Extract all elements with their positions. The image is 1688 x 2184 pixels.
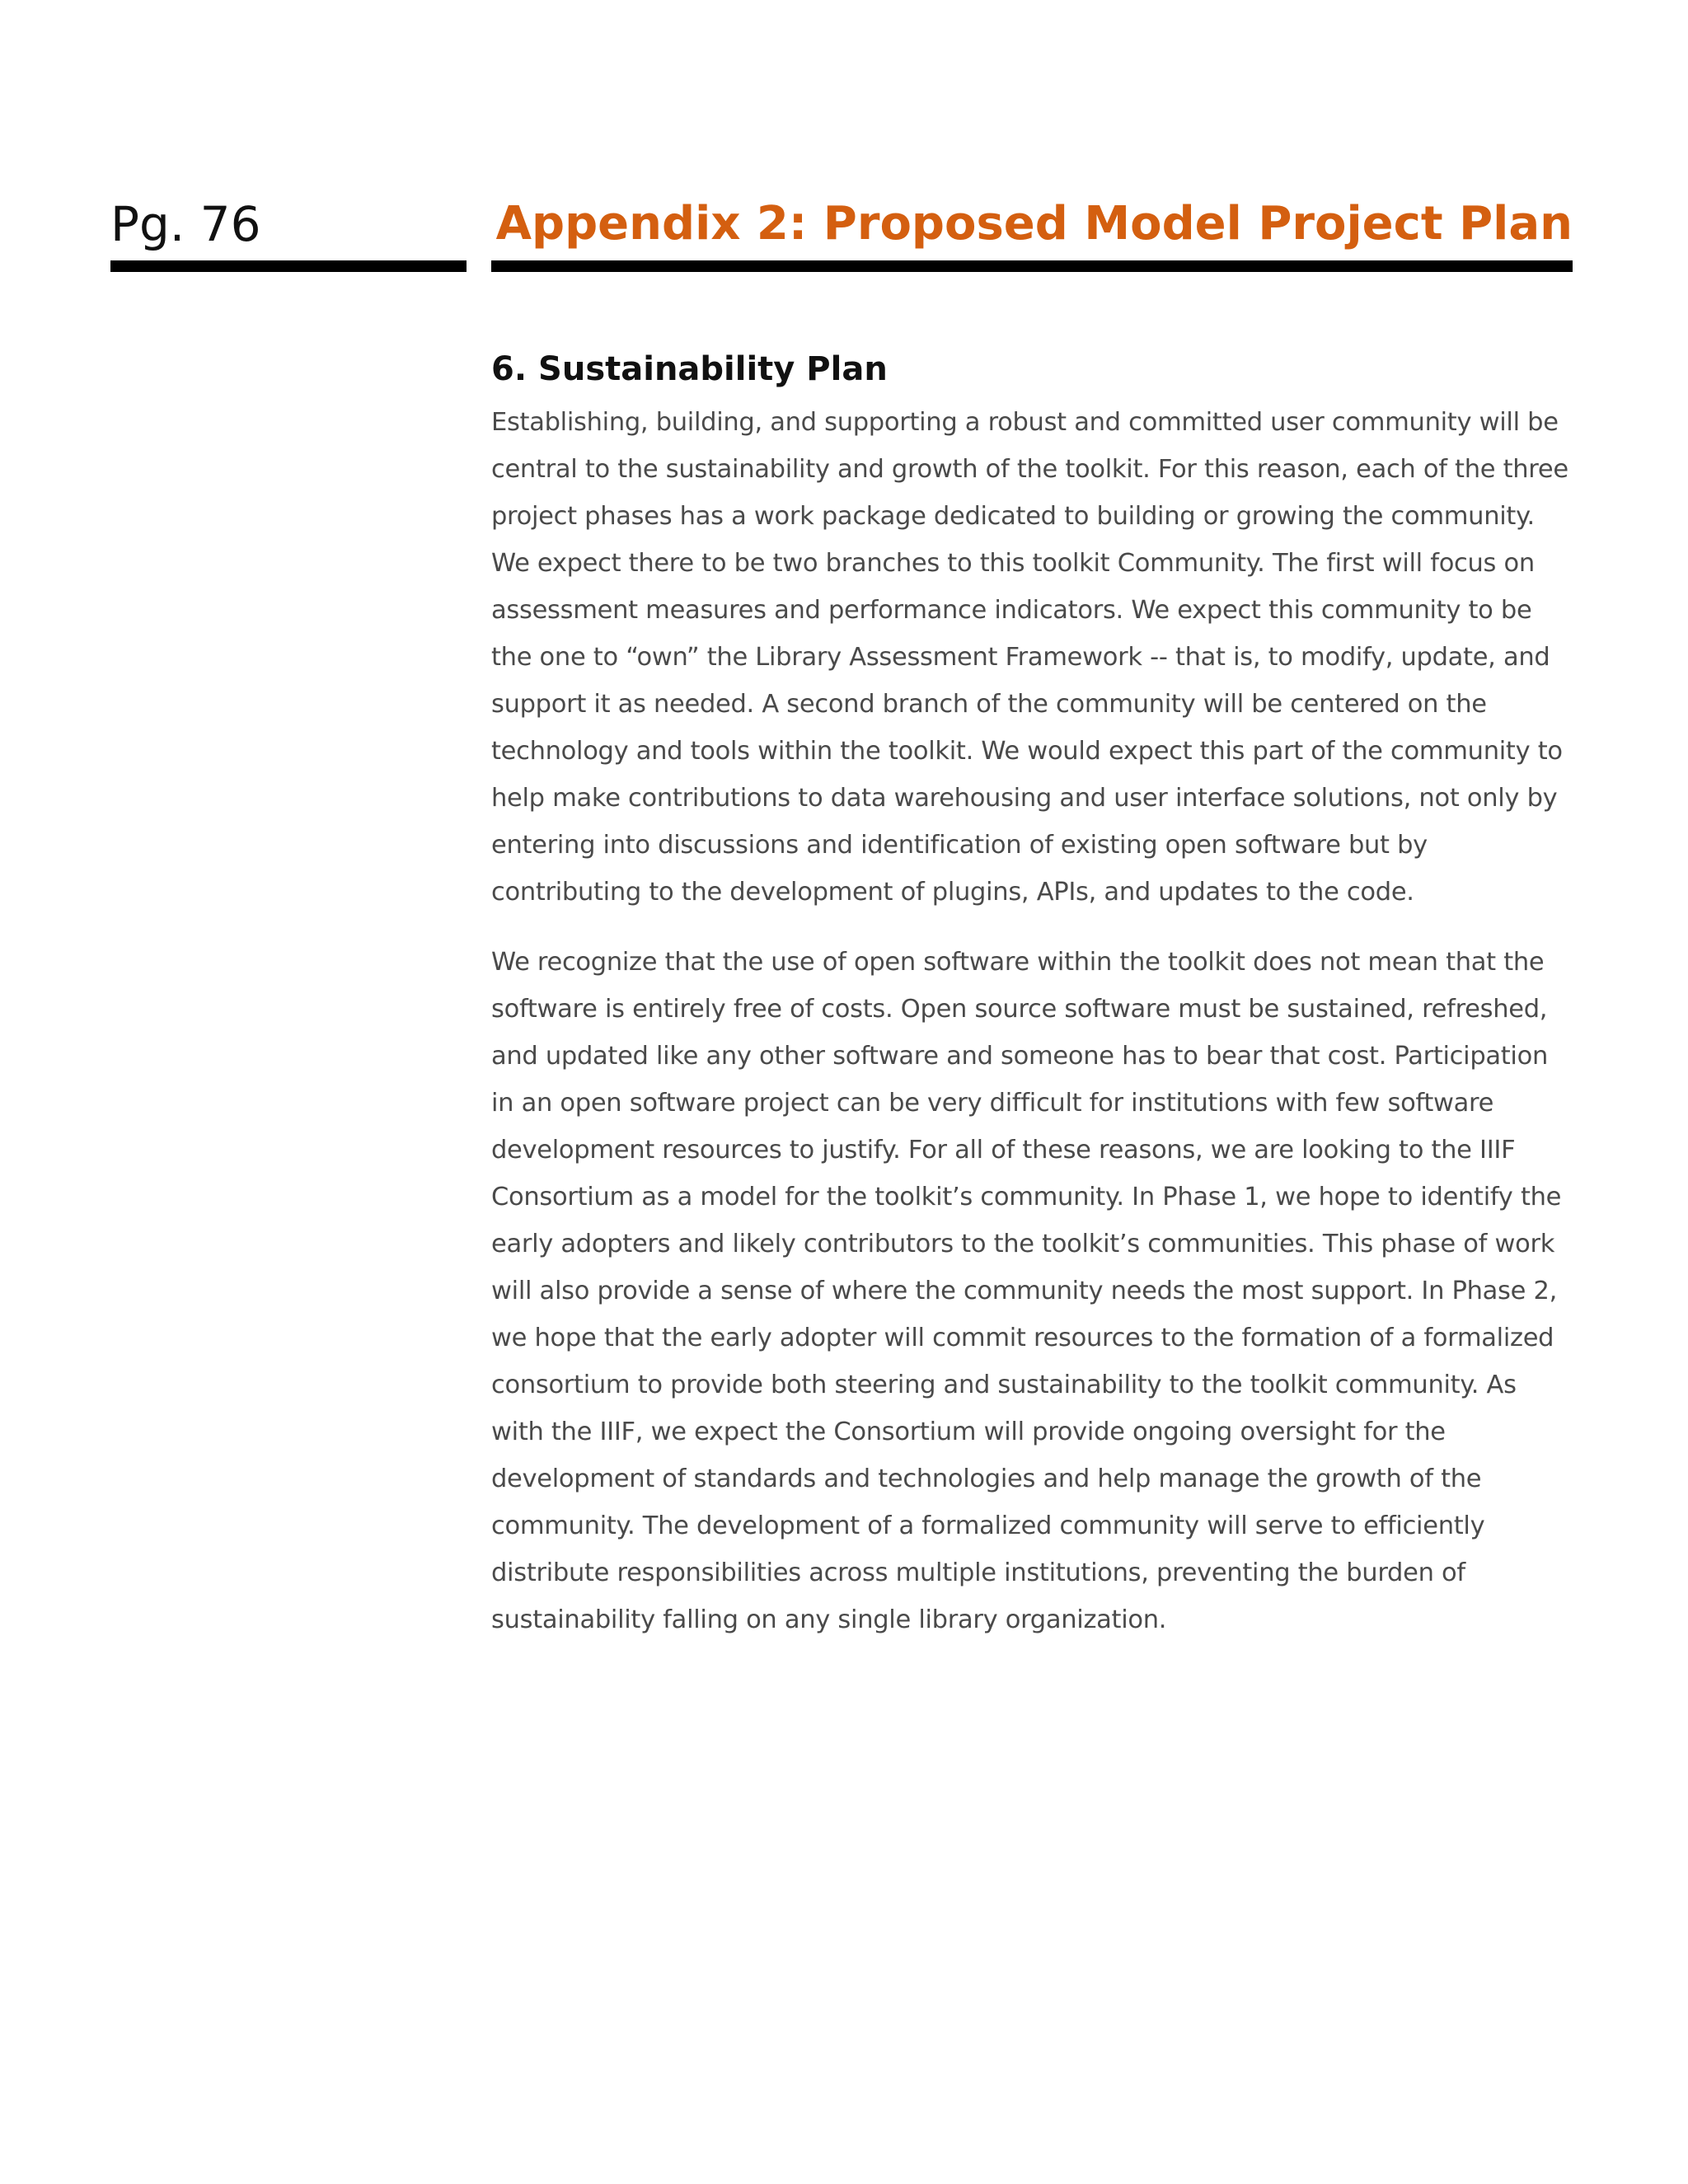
section-title: Sustainability Plan xyxy=(538,350,888,388)
paragraph-1: Establishing, building, and supporting a robust and committed user community will be central to the sustainability and growth of the toolkit. For this reason, each of the three project phases has a work package dedicated to building or growing the community. We expect there to be two branches to this toolkit Community. The first will focus on assessment measures and performance indicators. We expect this community to be the one to “own” the Library Assessment Framework -- that is, to modify, update, and support it as needed. A second branch of the community will be centered on the technology and tools within the toolkit. We would expect this part of the community to help make contributions to data warehousing and user interface solutions, not only by entering into discussions and identification of existing open software but by contributing to the development of plugins, APIs, and updates to the code. xyxy=(491,408,1568,907)
header-rule-right xyxy=(491,260,1573,272)
paragraph-2: We recognize that the use of open software within the toolkit does not mean that the software is entirely free of costs. Open source software must be sustained, refreshed, and updated like any other software and someone has to bear that cost. Participation in an open software project can be very difficult for institutions with few software development resources to justify. For all of these reasons, we are looking to the IIIF Consortium as a model for the toolkit’s community. In Phase 1, we hope to identify the early adopters and likely contributors to the toolkit’s communities. This phase of work will also provide a sense of where the community needs the most support. In Phase 2, we hope that the early adopter will commit resources to the formation of a formalized consortium to provide both steering and sustainability to the toolkit community. As with the IIIF, we expect the Consortium will provide ongoing oversight for the development of standards and technologies and help manage the growth of the community. The development of a formalized community will serve to efficiently distribute responsibilities across multiple institutions, preventing the burden of sustainability falling on any single library organization. xyxy=(491,948,1562,1634)
page-title: Appendix 2: Proposed Model Project Plan xyxy=(495,197,1573,251)
header-rule-left xyxy=(110,260,467,272)
section-number: 6. xyxy=(491,350,528,388)
section-heading xyxy=(491,343,1573,396)
section-content xyxy=(491,343,1573,1666)
page-number: Pg. 76 xyxy=(110,196,261,252)
